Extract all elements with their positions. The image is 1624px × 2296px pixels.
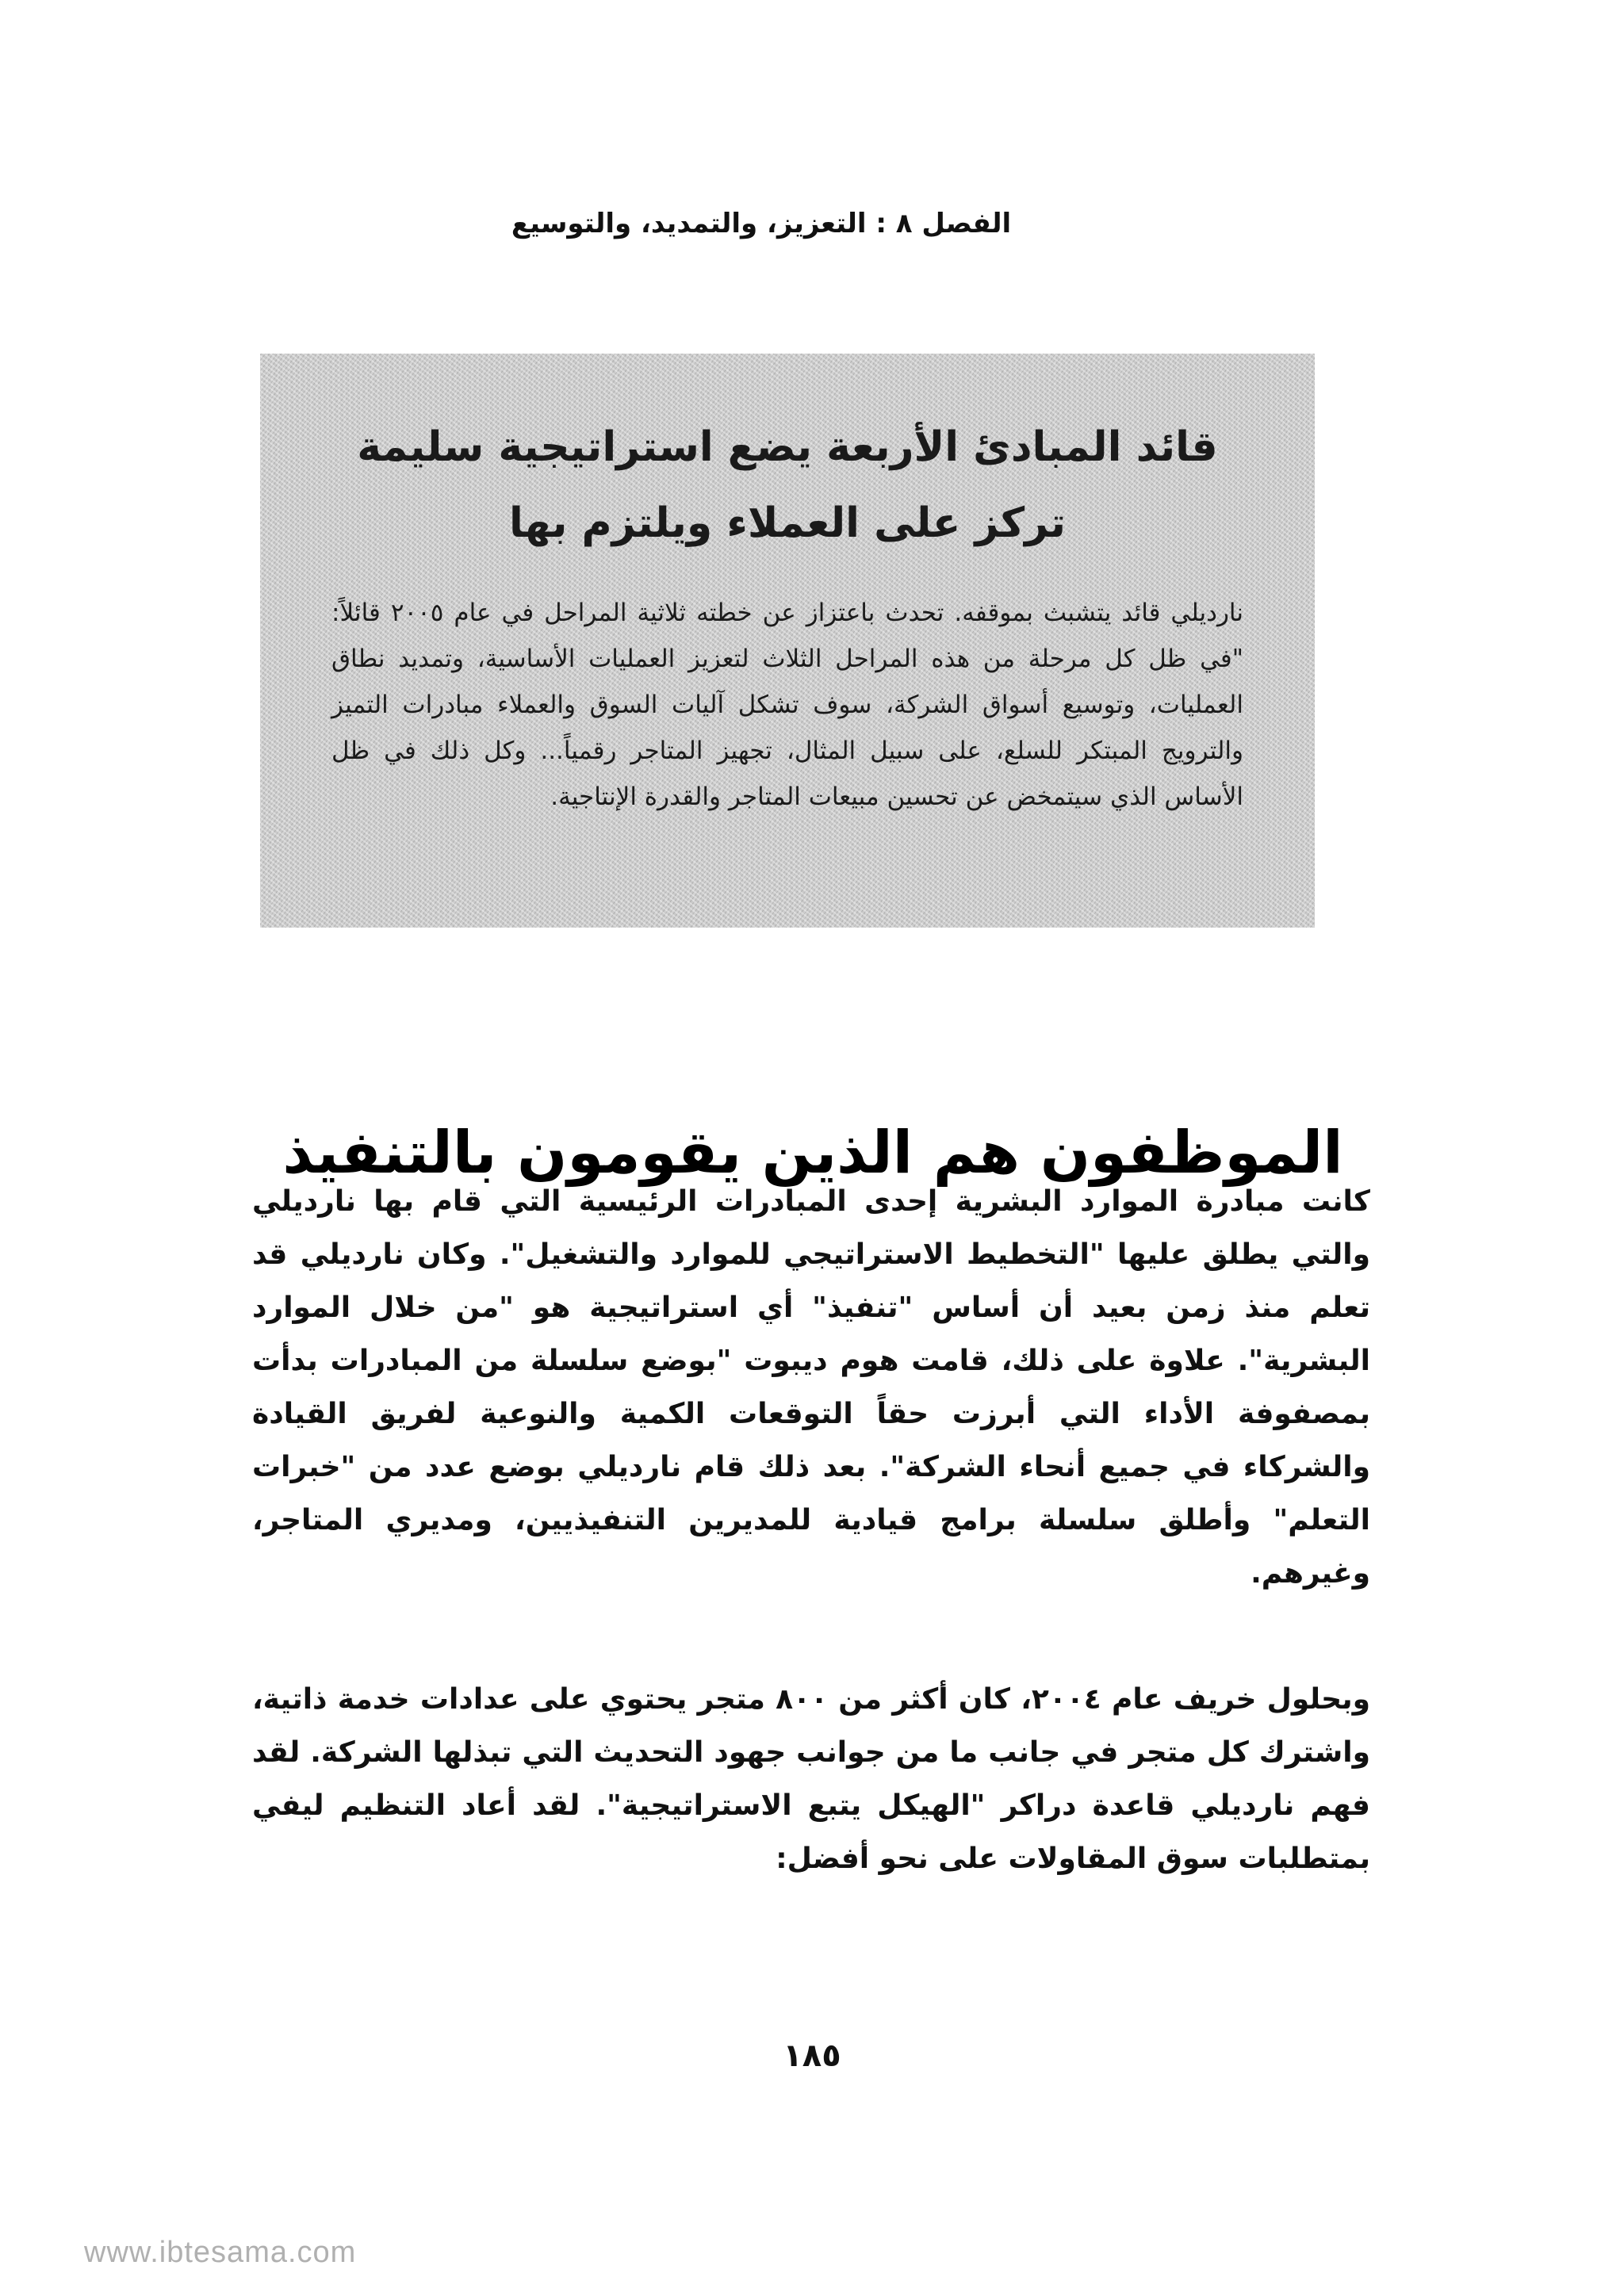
sidebar-title: قائد المبادئ الأربعة يضع استراتيجية سليمة تركز على العملاء ويلتزم بها	[357, 423, 1218, 547]
chapter-header: الفصل ٨ : التعزيز، والتمديد، والتوسيع	[511, 208, 1012, 239]
body-paragraph-2: وبحلول خريف عام ٢٠٠٤، كان أكثر من ٨٠٠ متجر يحتوي على عدادات خدمة ذاتية، واشترك كل متجر في جانب ما من جوانب جهود التحديث التي تبذلها الشركة. لقد فهم ناردیلي قاعدة دراكر "الهيكل يتبع الاستراتيجية". لقد أعاد التنظيم ليفي بمتطلبات سوق المقاولات على نحو أفضل:	[252, 1683, 1370, 1875]
body-paragraph-1: كانت مبادرة الموارد البشرية إحدى المبادرات الرئيسية التي قام بها ناردیلي والتي يطلق عليها "التخطيط الاستراتيجي للموارد والتشغيل". وكان ناردیلي قد تعلم منذ زمن بعيد أن أساس "تنفيذ" أي استراتيجية هو "من خلال الموارد البشرية". علاوة على ذلك، قامت هوم ديبوت "بوضع سلسلة من المبادرات بدأت بمصفوفة الأداء التي أبرزت حقاً التوقعات الكمية والنوعية لفريق القيادة والشركاء في جميع أنحاء الشركة". بعد ذلك قام ناردیلي بوضع عدد من "خبرات التعلم" وأطلق سلسلة برامج قيادية للمديرين التنفيذيين، ومديري المتاجر، وغيرهم.	[252, 1185, 1370, 1590]
section-heading: الموظفون هم الذين يقومون بالتنفيذ	[282, 1118, 1343, 1187]
sidebar-body-text: ناردیلي قائد يتشبث بموقفه. تحدث باعتزاز عن خطته ثلاثية المراحل في عام ٢٠٠٥ قائلاً: "في ظل كل مرحلة من هذه المراحل الثلاث لتعزيز العمليات الأساسية، وتمديد نطاق العمليات، وتوسيع أسواق الشركة، سوف تشكل آليات السوق والعملاء مبادرات التميز والترويج المبتكر للسلع، على سبيل المثال، تجهيز المتاجر رقمياً... وكل ذلك في ظل الأساس الذي سيتمخض عن تحسين مبيعات المتاجر والقدرة الإنتاجية.	[331, 599, 1244, 811]
sidebar-quote-box	[260, 354, 1315, 928]
website-watermark: www.ibtesama.com	[84, 2236, 357, 2269]
page-number: ١٨٥	[783, 2038, 841, 2074]
